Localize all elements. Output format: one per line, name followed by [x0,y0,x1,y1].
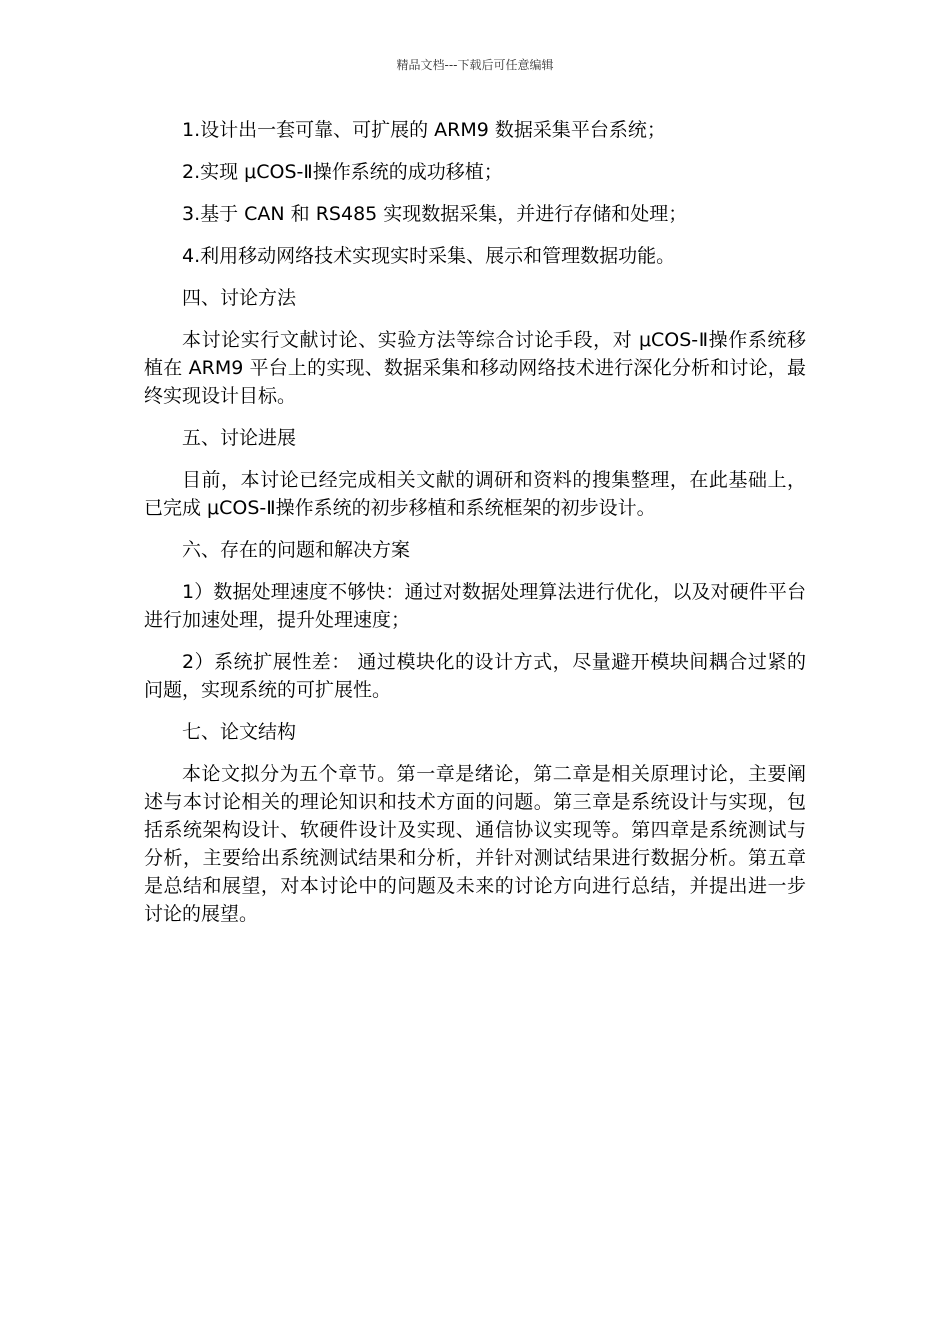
problem-item-1: 1）数据处理速度不够快：通过对数据处理算法进行优化，以及对硬件平台进行加速处理，提升处理速度； [144,581,806,631]
section-heading-method: 四、讨论方法 [182,287,297,309]
section-text-structure: 本论文拟分为五个章节。第一章是绪论，第二章是相关原理讨论，主要阐述与本讨论相关的理论知识和技术方面的问题。第三章是系统设计与实现，包括系统架构设计、软硬件设计及实现、通信协议实现等。第四章是系统测试与分析，主要给出系统测试结果和分析，并针对测试结果进行数据分析。第五章是总结和展望，对本讨论中的问题及未来的讨论方向进行总结，并提出进一步讨论的展望。 [144,763,806,925]
document-body [144,116,806,942]
section-heading-problems: 六、存在的问题和解决方案 [182,539,411,561]
section-heading-progress: 五、讨论进展 [182,427,297,449]
objective-item-3: 3.基于 CAN 和 RS485 实现数据采集，并进行存储和处理； [182,203,688,225]
objective-item-1: 1.设计出一套可靠、可扩展的 ARM9 数据采集平台系统； [182,119,666,141]
section-heading-structure: 七、论文结构 [182,721,297,743]
page-header: 精品文档---下载后可任意编辑 [396,58,554,72]
problem-item-2: 2）系统扩展性差： 通过模块化的设计方式，尽量避开模块间耦合过紧的问题，实现系统的可扩展性。 [144,651,806,701]
objective-item-2: 2.实现 μCOS-Ⅱ操作系统的成功移植； [182,161,503,183]
objective-item-4: 4.利用移动网络技术实现实时采集、展示和管理数据功能。 [182,245,676,267]
section-text-progress: 目前，本讨论已经完成相关文献的调研和资料的搜集整理，在此基础上，已完成 μCOS-Ⅱ操作系统的初步移植和系统框架的初步设计。 [144,469,806,519]
section-text-method: 本讨论实行文献讨论、实验方法等综合讨论手段，对 μCOS-Ⅱ操作系统移植在 ARM9 平台上的实现、数据采集和移动网络技术进行深化分析和讨论，最终实现设计目标。 [144,329,806,407]
